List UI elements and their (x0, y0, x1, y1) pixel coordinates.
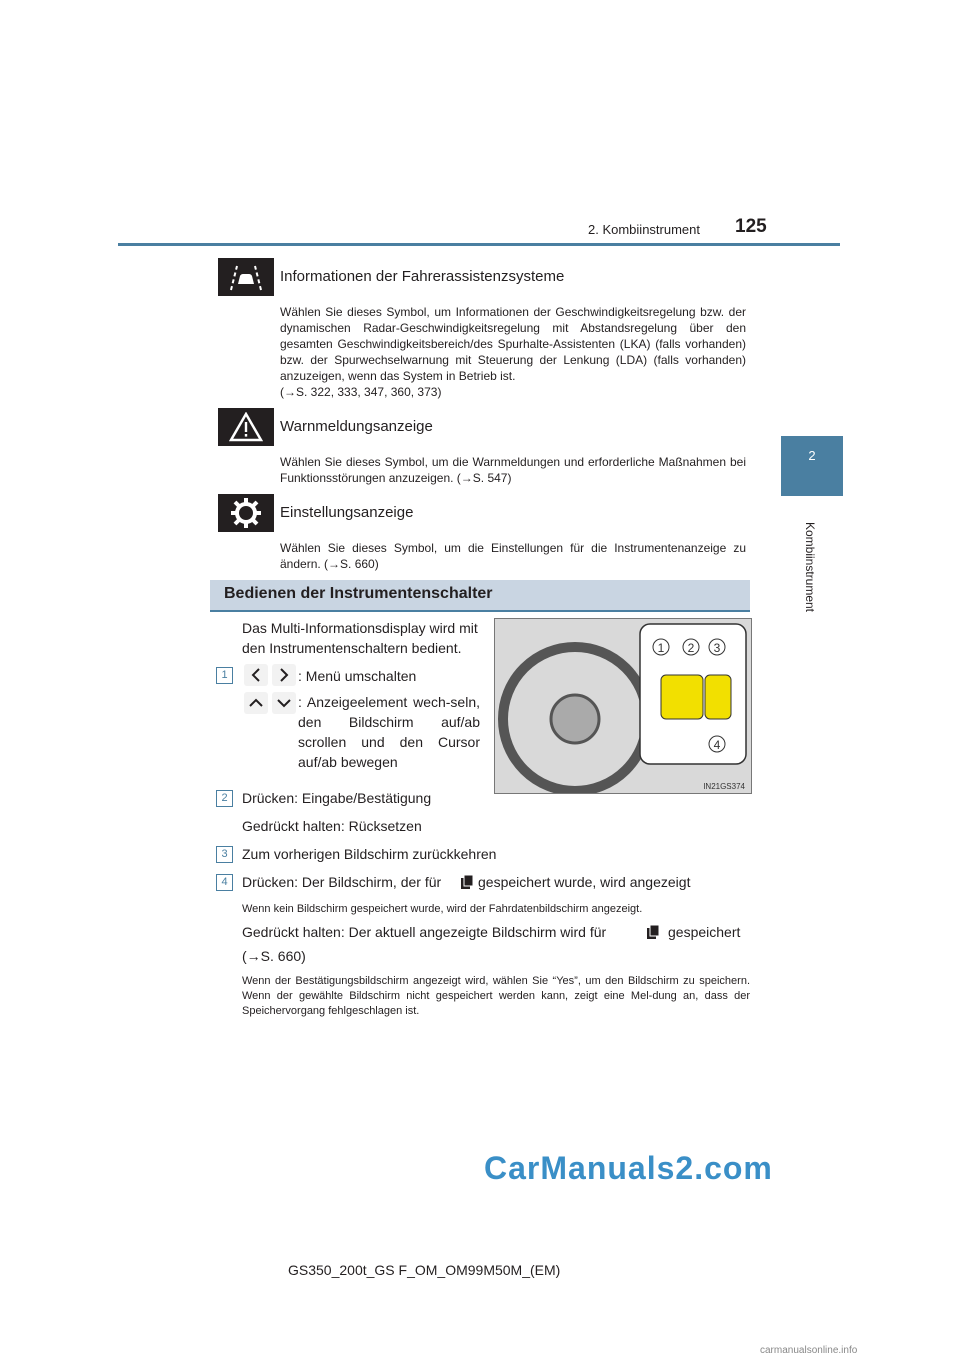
section-ref-driver-assist: (→S. 322, 333, 347, 360, 373) (280, 385, 442, 399)
item4-note: Wenn kein Bildschirm gespeichert wurde, wird der Fahrdatenbildschirm angezeigt. (242, 903, 643, 915)
item2-hold-text: Gedrückt halten: Rücksetzen (242, 818, 422, 834)
item4-hold-text: Gedrückt halten: Der aktuell angezeigte Bildschirm wird für (242, 924, 607, 940)
steering-switch-figure (494, 618, 752, 794)
item-number-1: 1 (216, 667, 233, 684)
footer-code: GS350_200t_GS F_OM_OM99M50M_(EM) (288, 1262, 561, 1278)
item4-note-2: Wenn der Bestätigungsbildschirm angezeigt wird, wählen Sie “Yes”, um den Bildschirm zu speichern. Wenn der gewählte Bildschirm nicht gespeichert werden kann, zeigt eine Mel-dung an, dass der Speichervorgang fehlgeschlagen ist. (242, 975, 750, 1017)
figure-code: IN21GS374 (703, 782, 745, 791)
watermark: CarManuals2.com (484, 1150, 773, 1186)
item-number-2: 2 (216, 790, 233, 807)
item4-press-text: Drücken: Der Bildschirm, der für (242, 874, 442, 890)
chevron-left-icon (244, 664, 268, 686)
item3-text: Zum vorherigen Bildschirm zurückkehren (242, 846, 497, 862)
watermark-2: carmanualsonline.info (760, 1345, 858, 1356)
chevron-right-icon (272, 664, 296, 686)
callout-4: 4 (713, 738, 721, 752)
callout-1: 1 (657, 641, 665, 655)
callout-2: 2 (687, 641, 695, 655)
item-number-4: 4 (216, 874, 233, 891)
header-rule (118, 243, 840, 246)
gear-icon (218, 494, 274, 532)
section-title-warning: Warnmeldungsanzeige (280, 418, 433, 435)
chevron-down-icon (272, 692, 296, 714)
saved-screen-icon (460, 874, 474, 890)
section-body-warning: Wählen Sie dieses Symbol, um die Warnmeldungen und erforderliche Maßnahmen bei Funktionsstörungen anzuzeigen. (→S. 547) (280, 455, 746, 485)
section-heading: Bedienen der Instrumentenschalter (224, 585, 493, 602)
page-number: 125 (735, 216, 767, 237)
chapter-label: Kombiinstrument (803, 521, 817, 613)
section-body-settings: Wählen Sie dieses Symbol, um die Einstellungen für die Instrumentenanzeige zu ändern. (→S. 660) (280, 541, 746, 571)
callout-3: 3 (713, 641, 721, 655)
section-title-driver-assist: Informationen der Fahrerassistenzsysteme (280, 268, 565, 285)
item4-press-text-2: gespeichert wurde, wird angezeigt (478, 874, 691, 890)
running-header: 2. Kombiinstrument (588, 222, 700, 237)
item4-hold-text-2: gespeichert (668, 924, 741, 940)
section-body-driver-assist: Wählen Sie dieses Symbol, um Informationen der Geschwindigkeitsregelung bzw. der dynamischen Radar-Geschwindigkeitsregelung mit Abstandsregelung über den gesamten Geschwindigkeitsbereich/des Spurhalte-Assistenten (LKA) (falls vorhanden) bzw. der Spurwechselwarnung mit Steuerung der Lenkung (LDA) (falls vorhanden) anzuzeigen, wenn das System in Betrieb ist. (280, 305, 746, 383)
saved-screen-icon-2 (646, 924, 660, 940)
item1-scroll-text: : Anzeigeelement wech-seln, den Bildschirm auf/ab scrollen und den Cursor auf/ab bewegen (298, 694, 480, 770)
item2-press-text: Drücken: Eingabe/Bestätigung (242, 790, 432, 806)
steering-wheel-illustration (495, 619, 751, 793)
chapter-tab (781, 436, 843, 496)
item1-menu-text: : Menü umschalten (298, 668, 417, 684)
item4-ref: (→S. 660) (242, 948, 306, 964)
driver-assist-icon (218, 258, 274, 296)
intro-text: Das Multi-Informationsdisplay wird mit den Instrumentenschaltern bedient. (242, 620, 478, 656)
chevron-up-icon (244, 692, 268, 714)
chapter-number: 2 (808, 448, 816, 463)
warning-icon (218, 408, 274, 446)
section-title-settings: Einstellungsanzeige (280, 504, 414, 521)
item-number-3: 3 (216, 846, 233, 863)
